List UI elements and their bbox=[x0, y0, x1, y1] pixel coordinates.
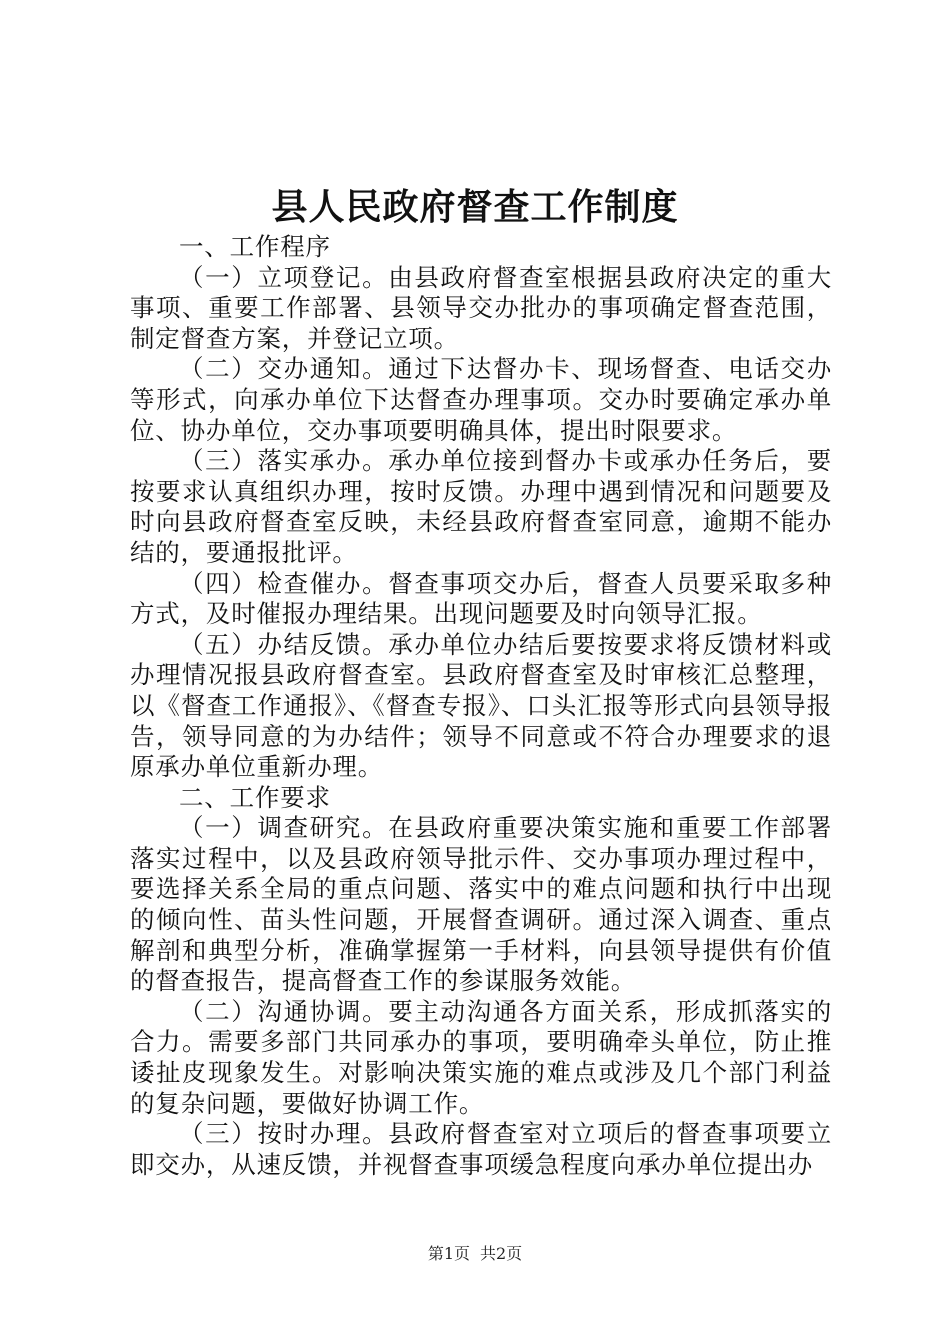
page-footer bbox=[0, 1242, 950, 1266]
paragraph: （三）落实承办。承办单位接到督办卡或承办任务后，要按要求认真组织办理，按时反馈。办理中遇到情况和问题要及时向县政府督查室反映，未经县政府督查室同意，逾期不能办结的，要通报批评。 bbox=[130, 446, 832, 567]
document-title: 县人民政府督查工作制度 bbox=[271, 186, 679, 228]
document-body bbox=[130, 232, 832, 1180]
paragraph: （二）沟通协调。要主动沟通各方面关系，形成抓落实的合力。需要多部门共同承办的事项，要明确牵头单位，防止推诿扯皮现象发生。对影响决策实施的难点或涉及几个部门利益的复杂问题，要做好协调工作。 bbox=[130, 996, 832, 1118]
section-heading: 一、工作程序 bbox=[179, 232, 331, 261]
paragraph: （二）交办通知。通过下达督办卡、现场督查、电话交办等形式，向承办单位下达督查办理事项。交办时要确定承办单位、协办单位，交办事项要明确具体，提出时限要求。 bbox=[130, 354, 832, 445]
page-total: 共2页 bbox=[480, 1244, 523, 1263]
paragraph: （一）立项登记。由县政府督查室根据县政府决定的重大事项、重要工作部署、县领导交办批办的事项确定督查范围，制定督查方案，并登记立项。 bbox=[130, 262, 832, 353]
paragraph: （一）调查研究。在县政府重要决策实施和重要工作部署落实过程中，以及县政府领导批示件、交办事项办理过程中，要选择关系全局的重点问题、落实中的难点问题和执行中出现的倾向性、苗头性问题，开展督查调研。通过深入调查、重点解剖和典型分析，准确掌握第一手材料，向县领导提供有价值的督查报告，提高督查工作的参谋服务效能。 bbox=[130, 813, 832, 996]
section-heading: 二、工作要求 bbox=[179, 782, 331, 812]
paragraph: （五）办结反馈。承办单位办结后要按要求将反馈材料或办理情况报县政府督查室。县政府督查室及时审核汇总整理，以《督查工作通报》、《督查专报》、口头汇报等形式向县领导报告，领导同意的为办结件；领导不同意或不符合办理要求的退原承办单位重新办理。 bbox=[130, 629, 832, 782]
paragraph: （三）按时办理。县政府督查室对立项后的督查事项要立即交办，从速反馈，并视督查事项缓急程度向承办单位提出办 bbox=[130, 1119, 832, 1179]
paragraph: （四）检查催办。督查事项交办后，督查人员要采取多种方式，及时催报办理结果。出现问题要及时向领导汇报。 bbox=[130, 568, 832, 629]
page-number: 第1页 bbox=[427, 1244, 470, 1263]
